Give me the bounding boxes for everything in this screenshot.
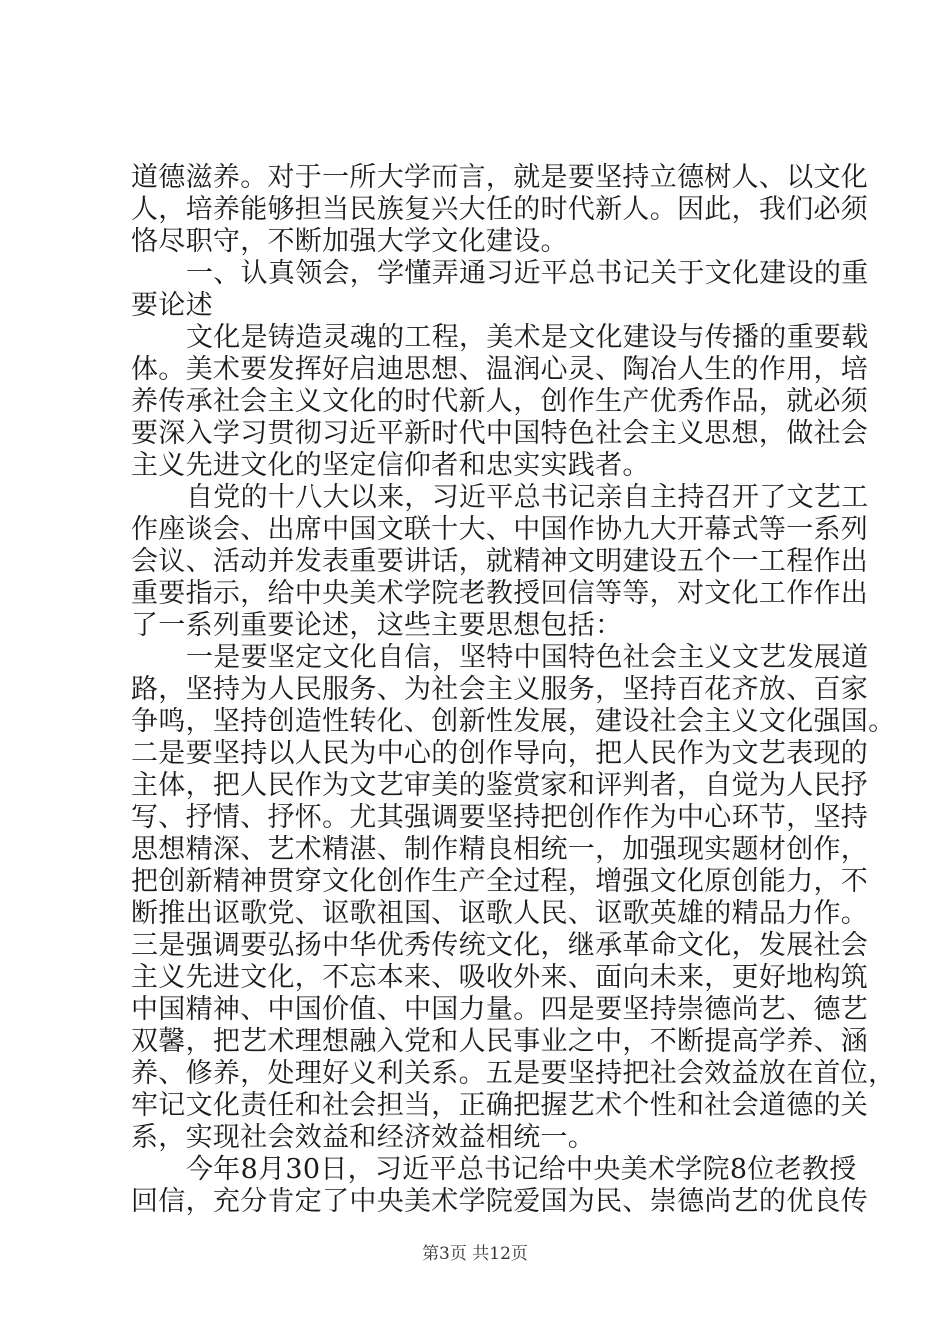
- text-line: 养传承社会主义文化的时代新人，创作生产优秀作品，就必须: [131, 386, 869, 417]
- text-line: 主体，把人民作为文艺审美的鉴赏家和评判者，自觉为人民抒: [131, 770, 869, 801]
- text-line: 路，坚持为人民服务、为社会主义服务，坚持百花齐放、百家: [131, 674, 869, 705]
- text-line: 要论述: [131, 290, 213, 321]
- text-line: 主义先进文化，不忘本来、吸收外来、面向未来，更好地构筑: [131, 962, 869, 993]
- text-line: 了一系列重要论述，这些主要思想包括：: [131, 610, 623, 641]
- text-line: 会议、活动并发表重要讲话，就精神文明建设五个一工程作出: [131, 546, 869, 577]
- text-line: 思想精深、艺术精湛、制作精良相统一，加强现实题材创作，: [131, 834, 869, 865]
- text-line: 今年8月30日，习近平总书记给中央美术学院8位老教授: [186, 1154, 857, 1185]
- text-line: 要深入学习贯彻习近平新时代中国特色社会主义思想，做社会: [131, 418, 869, 449]
- text-line: 体。美术要发挥好启迪思想、温润心灵、陶冶人生的作用，培: [131, 354, 869, 385]
- text-line: 文化是铸造灵魂的工程，美术是文化建设与传播的重要载: [186, 322, 869, 353]
- text-line: 回信，充分肯定了中央美术学院爱国为民、崇德尚艺的优良传: [131, 1186, 869, 1217]
- text-line: 人，培养能够担当民族复兴大任的时代新人。因此，我们必须: [131, 194, 869, 225]
- text-line: 作座谈会、出席中国文联十大、中国作协九大开幕式等一系列: [131, 514, 869, 545]
- text-line: 道德滋养。对于一所大学而言，就是要坚持立德树人、以文化: [131, 162, 869, 193]
- text-line: 恪尽职守，不断加强大学文化建设。: [131, 226, 568, 257]
- text-line: 二是要坚持以人民为中心的创作导向，把人民作为文艺表现的: [131, 738, 869, 769]
- page-footer: 第3页 共12页: [422, 1244, 528, 1264]
- text-line: 争鸣，坚持创造性转化、创新性发展，建设社会主义文化强国。: [131, 706, 896, 737]
- text-line: 写、抒情、抒怀。尤其强调要坚持把创作作为中心环节，坚持: [131, 802, 869, 833]
- text-line: 三是强调要弘扬中华优秀传统文化，继承革命文化，发展社会: [131, 930, 869, 961]
- text-line: 系，实现社会效益和经济效益相统一。: [131, 1122, 596, 1153]
- text-line: 牢记文化责任和社会担当，正确把握艺术个性和社会道德的关: [131, 1090, 869, 1121]
- text-line: 中国精神、中国价值、中国力量。四是要坚持崇德尚艺、德艺: [131, 994, 869, 1025]
- text-line: 双馨，把艺术理想融入党和人民事业之中，不断提高学养、涵: [131, 1026, 869, 1057]
- text-line: 把创新精神贯穿文化创作生产全过程，增强文化原创能力，不: [131, 866, 869, 897]
- text-line: 主义先进文化的坚定信仰者和忠实实践者。: [131, 450, 650, 481]
- text-line: 养、修养，处理好义利关系。五是要坚持把社会效益放在首位，: [131, 1058, 896, 1089]
- text-line: 断推出讴歌党、讴歌祖国、讴歌人民、讴歌英雄的精品力作。: [131, 898, 869, 929]
- text-line: 重要指示，给中央美术学院老教授回信等等，对文化工作作出: [131, 578, 869, 609]
- text-line: 自党的十八大以来，习近平总书记亲自主持召开了文艺工: [186, 482, 869, 513]
- text-line: 一是要坚定文化自信，坚特中国特色社会主义文艺发展道: [186, 642, 869, 673]
- text-line: 一、认真领会，学懂弄通习近平总书记关于文化建设的重: [186, 258, 869, 289]
